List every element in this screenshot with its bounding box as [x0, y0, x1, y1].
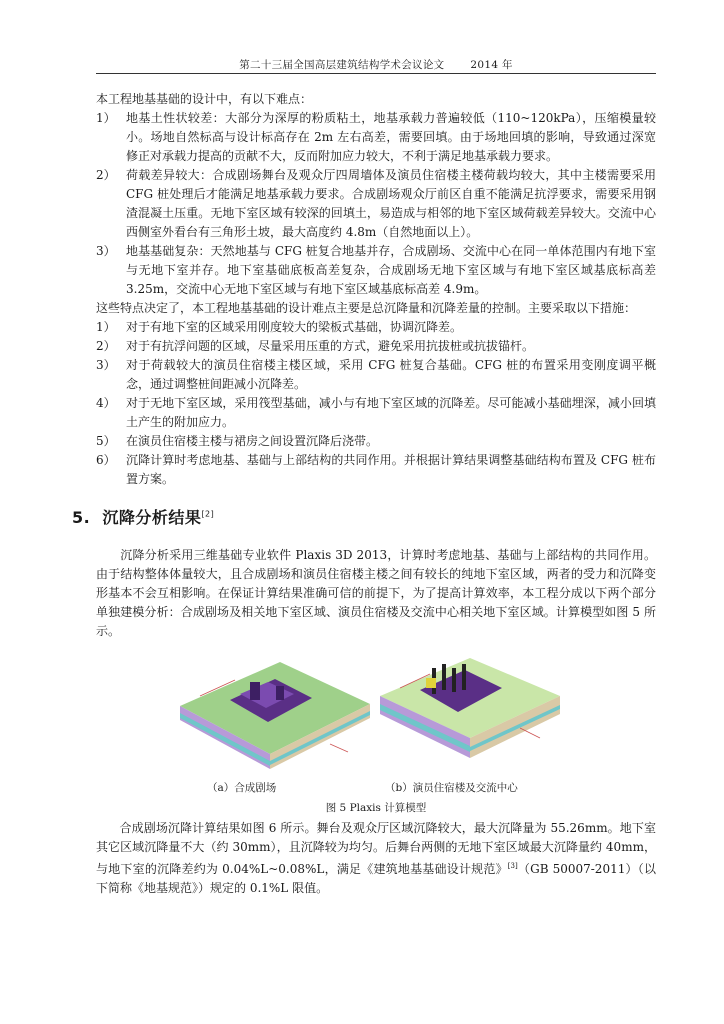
- figure-title: 图 5 Plaxis 计算模型: [325, 802, 427, 814]
- item-text: 沉降计算时考虑地基、基础与上部结构的共同作用。并根据计算结果调整基础结构布置及 CFG 桩布置方案。: [126, 453, 656, 486]
- section-number: 5.: [72, 508, 91, 527]
- results-block: [96, 819, 656, 898]
- analysis-text: 沉降分析采用三维基础专业软件 Plaxis 3D 2013，计算时考虑地基、基础与上部结构的共同作用。由于结构整体体量较大，且合成剧场和演员住宿楼主楼之间有较长的纯地下室区域，两者的受力和沉降变形基本不会互相影响。在保证计算结果准确可信的前提下，为了提高计算效率，本工程分成以下两个部分单独建模分析：合成剧场及相关地下室区域、演员住宿楼及交流中心相关地下室区域。计算模型如图 5 所示。: [96, 548, 656, 638]
- measure-item-6: [96, 451, 656, 489]
- results-text-2: （GB 50007-2011）（以下简称《地基规范》）规定的 0.1%L 限值。: [96, 862, 656, 895]
- item-text: 地基土性状较差：大部分为深厚的粉质粘土，地基承载力普遍较低（110~120kPa），压缩模量较小。场地自然标高与设计标高存在 2m 左右高差，需要回填。由于场地回填的影响，导致通过深宽修正对承载力提高的贡献不大，反而附加应力较大，不利于满足地基承载力要求。: [126, 111, 656, 163]
- difficulty-item-2: [96, 166, 656, 242]
- item-number: 1）: [96, 111, 116, 125]
- item-number: 3）: [96, 358, 116, 372]
- item-text: 地基基础复杂：天然地基与 CFG 桩复合地基并存，合成剧场、交流中心在同一单体范围内有地下室与无地下室并存。地下室基础底板高差复杂，合成剧场无地下室区域与有地下室区域基底标高差 3.25m，交流中心无地下室区域与有地下室区域基底标高差 4.9m。: [126, 244, 656, 296]
- item-text: 荷载差异较大：合成剧场舞台及观众厅四周墙体及演员住宿楼主楼荷载均较大，其中主楼需要采用 CFG 桩处理后才能满足地基承载力要求。合成剧场观众厅前区自重不能满足抗浮要求，需要采用钢渣混凝土压重。无地下室区域有较深的回填土，易造成与相邻的地下室区域荷载差异较大。交流中心西侧室外看台有三角形土坡，最大高度约 4.8m（自然地面以上）。: [126, 168, 656, 239]
- measure-item-2: [96, 337, 656, 356]
- header-rule: [96, 73, 656, 74]
- measures-intro: 这些特点决定了，本工程地基基础的设计难点主要是总沉降量和沉降差量的控制。主要采取以下措施：: [96, 301, 637, 315]
- plaxis-model-figure: [180, 634, 560, 784]
- item-text: 对于无地下室区域，采用筏型基础，减小与有地下室区域的沉降差。尽可能减小基础埋深，减小回填土产生的附加应力。: [126, 396, 656, 429]
- header-year: 2014 年: [470, 59, 513, 71]
- citation-ref: [3]: [507, 862, 518, 870]
- item-number: 5）: [96, 434, 116, 448]
- running-header: [96, 57, 656, 72]
- item-number: 3）: [96, 244, 116, 258]
- figure-caption-a: （a）合成剧场: [207, 782, 277, 794]
- item-number: 6）: [96, 453, 116, 467]
- difficulty-item-1: [96, 109, 656, 166]
- item-text: 对于荷载较大的演员住宿楼主楼区域，采用 CFG 桩复合基础。CFG 桩的布置采用变刚度调平概念，通过调整桩间距减小沉降差。: [126, 358, 656, 391]
- item-number: 4）: [96, 396, 116, 410]
- measure-item-3: [96, 356, 656, 394]
- section-ref: [2]: [201, 509, 215, 519]
- item-text: 在演员住宿楼主楼与裙房之间设置沉降后浇带。: [126, 434, 379, 448]
- figure-caption-b: （b）演员住宿楼及交流中心: [385, 782, 518, 794]
- measure-item-5: [96, 432, 656, 451]
- results-text-1: 合成剧场沉降计算结果如图 6 所示。舞台及观众厅区域沉降较大，最大沉降量为 55.26mm。地下室其它区域沉降量不大（约 30mm），且沉降较为均匀。后舞台两侧的无地下室区域最大沉降量约 40mm，与地下室的沉降差约为 0.04%L~0.08%L，满足《建筑地基基础设计规范》: [96, 821, 656, 876]
- item-number: 2）: [96, 168, 116, 182]
- intro-paragraph: 本工程地基基础的设计中，有以下难点：: [96, 92, 313, 106]
- item-text: 对于有地下室的区域采用刚度较大的梁板式基础，协调沉降差。: [126, 320, 463, 334]
- difficulties-block: [96, 90, 656, 489]
- model-b-image: [380, 658, 560, 758]
- section-heading: [72, 505, 214, 528]
- measure-item-4: [96, 394, 656, 432]
- header-title: 第二十三届全国高层建筑结构学术会议论文: [239, 59, 445, 71]
- section-title-text: 沉降分析结果: [102, 508, 202, 527]
- measure-item-1: [96, 318, 656, 337]
- difficulty-item-3: [96, 242, 656, 299]
- analysis-block: [96, 546, 656, 641]
- analysis-paragraph: [96, 546, 656, 641]
- item-text: 对于有抗浮问题的区域，尽量采用压重的方式，避免采用抗拔桩或抗拔锚杆。: [126, 339, 535, 353]
- item-number: 1）: [96, 320, 116, 334]
- item-number: 2）: [96, 339, 116, 353]
- model-a-image: [180, 662, 370, 769]
- results-paragraph: [96, 819, 656, 898]
